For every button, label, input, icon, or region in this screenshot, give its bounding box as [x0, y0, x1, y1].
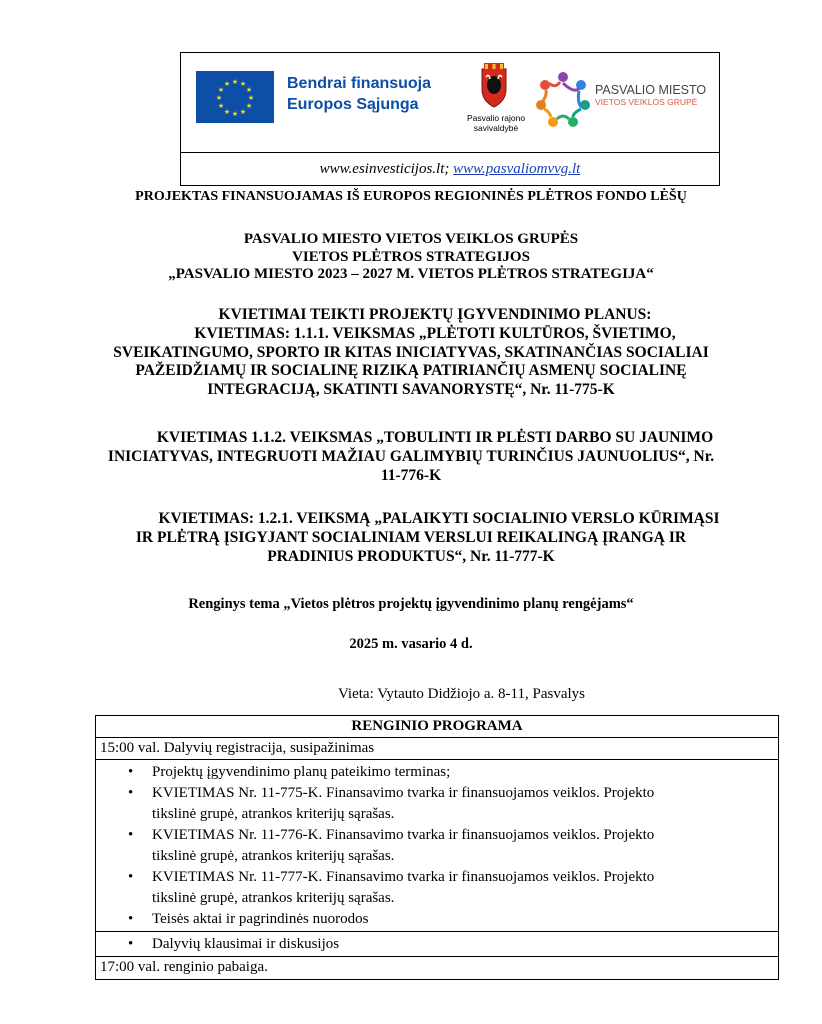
list-item-text: • KVIETIMAS Nr. 11-777-K. Finansavimo tvarka ir finansuojamos veiklos. Projekto — [152, 869, 655, 885]
call-3-heading — [90, 509, 732, 566]
program-title: RENGINIO PROGRAMA — [96, 716, 778, 738]
call-2-line: INICIATYVAS, INTEGRUOTI MAŽIAU GALIMYBIŲ TURINČIUS JAUNUOLIUS“, Nr. — [107, 448, 715, 465]
logo-row — [181, 53, 719, 153]
svg-text:★: ★ — [231, 110, 239, 118]
municipality-line-2: savivaldybė — [473, 123, 519, 133]
eu-line-1: Bendrai finansuoja — [287, 75, 432, 92]
list-item-text: tikslinė grupė, atrankos kriterijų sąrašas. — [152, 890, 395, 906]
pasvaliomvvg-link[interactable]: www.pasvaliomvvg.lt — [453, 161, 581, 177]
svg-text:★: ★ — [245, 86, 253, 94]
call-1-heading — [90, 306, 732, 400]
header-logo-box — [180, 52, 720, 186]
calls-intro-line: KVIETIMAI TEIKTI PROJEKTŲ ĮGYVENDINIMO PLANUS: — [218, 306, 652, 323]
svg-text:★: ★ — [223, 80, 231, 88]
event-topic — [90, 596, 732, 613]
strategy-heading — [90, 231, 732, 284]
list-item — [96, 762, 778, 783]
eu-cofinancing-label — [287, 73, 467, 115]
list-item-text: • KVIETIMAS Nr. 11-775-K. Finansavimo tvarka ir finansuojamos veiklos. Projekto — [152, 785, 655, 801]
event-topic-text: Renginys tema „Vietos plėtros projektų įgyvendinimo planų rengėjams“ — [188, 596, 634, 612]
list-item-text: tikslinė grupė, atrankos kriterijų sąrašas. — [152, 848, 395, 864]
lag-name: PASVALIO MIESTO — [595, 83, 707, 97]
call-1-line: INTEGRACIJĄ, SKATINTI SAVANORYSTĘ“, Nr. 11-775-K — [207, 381, 615, 399]
program-table — [95, 715, 779, 980]
program-end-row: 17:00 val. renginio pabaiga. — [100, 959, 268, 975]
event-venue: Vieta: Vytauto Didžiojo a. 8-11, Pasvalys — [338, 686, 585, 702]
list-item — [96, 783, 778, 825]
list-item-text: • Projektų įgyvendinimo planų pateikimo terminas; — [152, 764, 451, 780]
call-2-heading — [90, 428, 732, 485]
municipality-label — [461, 113, 531, 133]
coat-of-arms-icon — [476, 63, 512, 109]
municipality-line-1: Pasvalio rajono — [466, 113, 526, 123]
call-1-line: SVEIKATINGUMO, SPORTO IR KITAS INICIATYVAS, SKATINANČIAS SOCIALIAI — [113, 343, 709, 361]
links-row — [181, 153, 719, 186]
strategy-line: VIETOS PLĖTROS STRATEGIJOS — [292, 248, 530, 265]
program-questions-row — [96, 932, 778, 957]
esinvesticijos-link-text: www.esinvesticijos.lt; — [319, 161, 450, 177]
eu-line-2: Europos Sąjunga — [287, 96, 419, 113]
list-item — [96, 825, 778, 867]
call-3-line: IR PLĖTRĄ ĮSIGYJANT SOCIALINIAM VERSLUI REIKALINGĄ ĮRANGĄ IR — [135, 529, 687, 546]
svg-text:★: ★ — [247, 94, 255, 102]
svg-text:★: ★ — [215, 94, 223, 102]
list-item-text: • Dalyvių klausimai ir diskusijos — [152, 936, 340, 952]
strategy-line: PASVALIO MIESTO VIETOS VEIKLOS GRUPĖS — [243, 231, 579, 247]
list-item-text: • Teisės aktai ir pagrindinės nuorodos — [152, 911, 369, 927]
funding-statement — [90, 189, 732, 205]
svg-text:★: ★ — [245, 102, 253, 110]
list-item — [96, 867, 778, 909]
svg-text:★: ★ — [217, 102, 225, 110]
call-3-line: PRADINIUS PRODUKTUS“, Nr. 11-777-K — [267, 548, 555, 565]
program-agenda-list — [96, 760, 778, 932]
svg-text:★: ★ — [239, 108, 247, 116]
eu-flag-icon — [196, 71, 274, 123]
call-3-line: KVIETIMAS: 1.2.1. VEIKSMĄ „PALAIKYTI SOCIALINIO VERSLO KŪRIMĄSI — [158, 510, 720, 527]
event-date-text: 2025 m. vasario 4 d. — [349, 636, 473, 652]
svg-text:★: ★ — [223, 108, 231, 116]
call-1-line: KVIETIMAS: 1.1.1. VEIKSMAS „PLĖTOTI KULTŪROS, ŠVIETIMO, — [194, 324, 676, 342]
funding-line: PROJEKTAS FINANSUOJAMAS IŠ EUROPOS REGIONINĖS PLĖTROS FONDO LĖŠŲ — [135, 189, 687, 204]
list-item — [96, 909, 778, 930]
strategy-line: „PASVALIO MIESTO 2023 – 2027 M. VIETOS PLĖTROS STRATEGIJA“ — [168, 266, 654, 282]
program-registration-row: 15:00 val. Dalyvių registracija, susipažinimas — [96, 738, 778, 760]
call-2-line: 11-776-K — [380, 467, 442, 484]
event-date — [90, 636, 732, 653]
lag-logo-icon — [533, 69, 593, 131]
call-2-line: KVIETIMAS 1.1.2. VEIKSMAS „TOBULINTI IR PLĖSTI DARBO SU JAUNIMO — [156, 429, 714, 446]
list-item — [96, 934, 778, 955]
list-item-text: • KVIETIMAS Nr. 11-776-K. Finansavimo tvarka ir finansuojamos veiklos. Projekto — [152, 827, 655, 843]
lag-subtitle: VIETOS VEIKLOS GRUPĖ — [595, 97, 698, 107]
svg-text:★: ★ — [239, 80, 247, 88]
call-1-line: PAŽEIDŽIAMŲ IR SOCIALINĘ RIZIKĄ PATIRIANČIŲ ASMENŲ SOCIALINĘ — [135, 362, 687, 380]
list-item-text: tikslinė grupė, atrankos kriterijų sąrašas. — [152, 806, 395, 822]
svg-text:★: ★ — [231, 78, 239, 86]
lag-label — [595, 83, 720, 108]
svg-text:★: ★ — [217, 86, 225, 94]
